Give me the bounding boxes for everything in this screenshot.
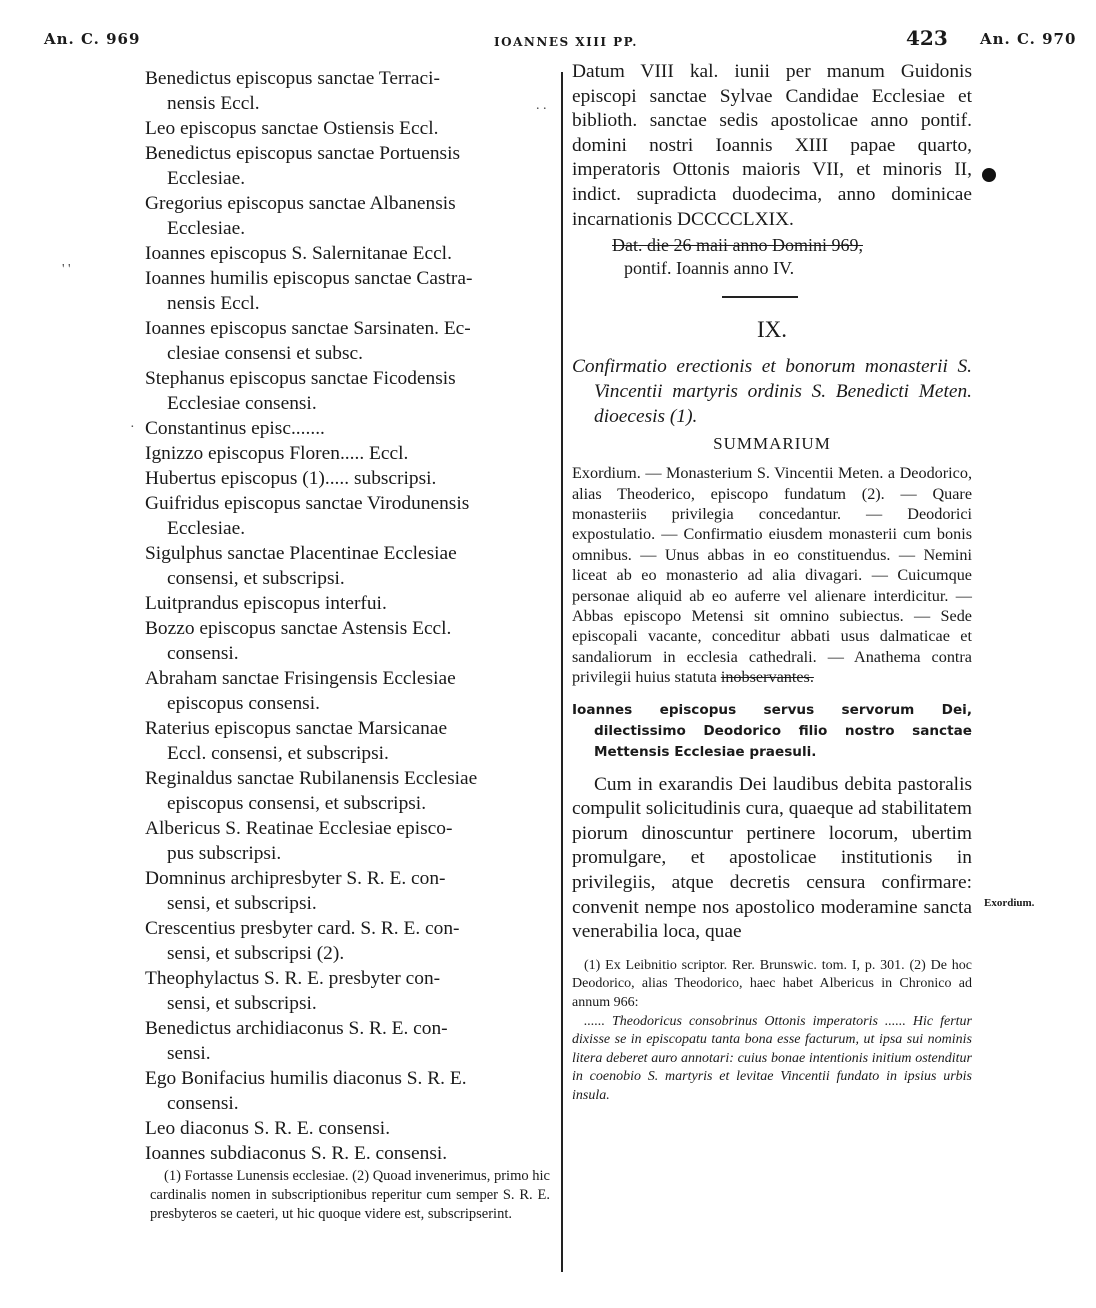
signature-entry: Luitprandus episcopus interfui. <box>145 593 387 614</box>
signature-entry: Bozzo episcopus sanctae Astensis Eccl. consensi. <box>145 618 452 664</box>
signature-entry: Guifridus episcopus sanctae Virodunensis Ecclesiae. <box>145 493 470 539</box>
column-divider <box>561 72 563 1272</box>
signature-entry: Reginaldus sanctae Rubilanensis Ecclesiae episcopus consensi, et subscripsi. <box>145 768 478 814</box>
signature-entry: Gregorius episcopus sanctae Albanensis Ecclesiae. <box>145 193 456 239</box>
document-number: IX. <box>756 317 788 343</box>
section-rule <box>722 296 798 298</box>
page-number: 423 <box>906 26 948 50</box>
datum-paragraph: Datum VIII kal. iunii per manum Guidonis episcopi sanctae Sylvae Candidae Ecclesiae et biblioth. sanctae sedis apostolicae anno pontif. domini nostri Ioannis XIII papae quarto, imperatoris Ottonis maioris VII, et minoris II, indict. supradicta duodecima, anno dominicae incarnationis DCCCCLXIX. <box>572 61 972 230</box>
footnote-quotation: ...... Theodoricus consobrinus Ottonis imperatoris ...... Hic fertur dixisse se in episcopatu tanta bona esse facturum, ut ipsa sui nominis litera deberet auro annotari: cuius bonae intentionis initium ostenditur in coenobio S. martyris et levitae Vincentii fundato in ipsius urbis insula. <box>572 1013 972 1103</box>
footnote: (1) Fortasse Lunensis ecclesiae. (2) Quoad invenerimus, primo hic cardinalis nomen in subscriptionibus reperitur cum semper S. R. E. presbyteros se caeteri, ut hic quoque videre est, subscripserint. <box>150 1168 550 1222</box>
signature-entry: Ignizzo episcopus Floren..... Eccl. <box>145 443 409 464</box>
signature-entry: Theophylactus S. R. E. presbyter con- sensi, et subscripsi. <box>145 968 441 1014</box>
signature-entry: Benedictus archidiaconus S. R. E. con- sensi. <box>145 1018 448 1064</box>
document-title: Confirmatio erectionis et bonorum monasterii S. Vincentii martyris ordinis S. Benedicti Meten. dioecesis (1). <box>572 356 972 428</box>
signature-entry: Constantinus episc....... <box>145 418 325 439</box>
running-head-center: IOANNES XIII PP. <box>494 35 638 49</box>
scan-speck: · <box>130 420 135 435</box>
signature-entry: Leo episcopus sanctae Ostiensis Eccl. <box>145 118 439 139</box>
signature-entry: Ioannes humilis episcopus sanctae Castra- nensis Eccl. <box>145 268 473 314</box>
signature-entry: Ego Bonifacius humilis diaconus S. R. E. consensi. <box>145 1068 467 1114</box>
signature-entry: Ioannes episcopus S. Salernitanae Eccl. <box>145 243 452 264</box>
signature-entry: Leo diaconus S. R. E. consensi. <box>145 1118 391 1139</box>
footnote: (1) Ex Leibnitio scriptor. Rer. Brunswic. tom. I, p. 301. (2) De hoc Deodorico, alias Theodorico, haec habet Albericus in Chronico ad annum 966: <box>572 957 972 1010</box>
summarium-text: Exordium. — Monasterium S. Vincentii Meten. a Deodorico, alias Theoderico, episcopo fundatum (2). — Quare monasteriis privilegia concedantur. — Deodorici expostulatio. — Confirmatio eiusdem monasterii cum bonis omnibus. — Unus abbas in eo constituendus. — Nemini liceat ab eo monasterio ad alia divagari. — Cuicumque personae aliquid ab eo auferre vel alienare interdicitur. — Abbas episcopo Metensi sit omnino subiectus. — Sede episcopali vacante, conceditur abbati usus dalmaticae et sandaliorum in ecclesia cathedrali. — Anathema contra privilegii huius statuta inobservantes. <box>572 464 972 687</box>
signature-entry: Albericus S. Reatinae Ecclesiae episco- pus subscripsi. <box>145 818 453 864</box>
scan-speck: ' ' <box>62 262 71 277</box>
body-text: Cum in exarandis Dei laudibus debita pastoralis compulit solicitudinis cura, quaeque ad stabilitatem piorum dinoscuntur pertinere locorum, ubertim promulgare, et apostolicae institutionis in privilegiis, atque decretis censura confirmare: convenit nempe nos apostolico moderamine sancta venerabilia loca, quae <box>572 773 972 943</box>
signature-entry: Benedictus episcopus sanctae Terraci- nensis Eccl. <box>145 68 440 114</box>
signature-entry: Crescentius presbyter card. S. R. E. con- sensi, et subscripsi (2). <box>145 918 460 964</box>
summarium-heading: SUMMARIUM <box>713 434 831 454</box>
document-column <box>572 60 972 1106</box>
signature-entry: Ioannes subdiaconus S. R. E. consensi. <box>145 1143 448 1164</box>
margin-note: Exordium. <box>984 897 1035 909</box>
signature-entry: Abraham sanctae Frisingensis Ecclesiae episcopus consensi. <box>145 668 456 714</box>
left-footnotes <box>150 1167 550 1224</box>
signature-entry: Benedictus episcopus sanctae Portuensis Ecclesiae. <box>145 143 461 189</box>
right-footnotes <box>572 957 972 1106</box>
addressee: Ioannes episcopus servus servorum Dei, dilectissimo Deodorico filio nostro sanctae Mettensis Ecclesiae praesuli. <box>572 701 972 760</box>
ink-blot <box>982 168 996 182</box>
scan-speck: . . <box>536 98 547 113</box>
signature-entry: Domninus archipresbyter S. R. E. con- sensi, et subscripsi. <box>145 868 446 914</box>
signature-entry: Sigulphus sanctae Placentinae Ecclesiae consensi, et subscripsi. <box>145 543 457 589</box>
dating-line: Dat. die 26 maii anno Domini 969, pontif. Ioannis anno IV. <box>612 235 863 279</box>
running-head-right: An. C. 970 <box>980 30 1077 48</box>
signature-entry: Stephanus episcopus sanctae Ficodensis Ecclesiae consensi. <box>145 368 456 414</box>
signature-entry: Raterius episcopus sanctae Marsicanae Eccl. consensi, et subscripsi. <box>145 718 448 764</box>
signature-entry: Ioannes episcopus sanctae Sarsinaten. Ec- clesiae consensi et subsc. <box>145 318 471 364</box>
signatures-column <box>145 66 555 1166</box>
running-head-left: An. C. 969 <box>44 30 141 48</box>
signature-entry: Hubertus episcopus (1)..... subscripsi. <box>145 468 437 489</box>
